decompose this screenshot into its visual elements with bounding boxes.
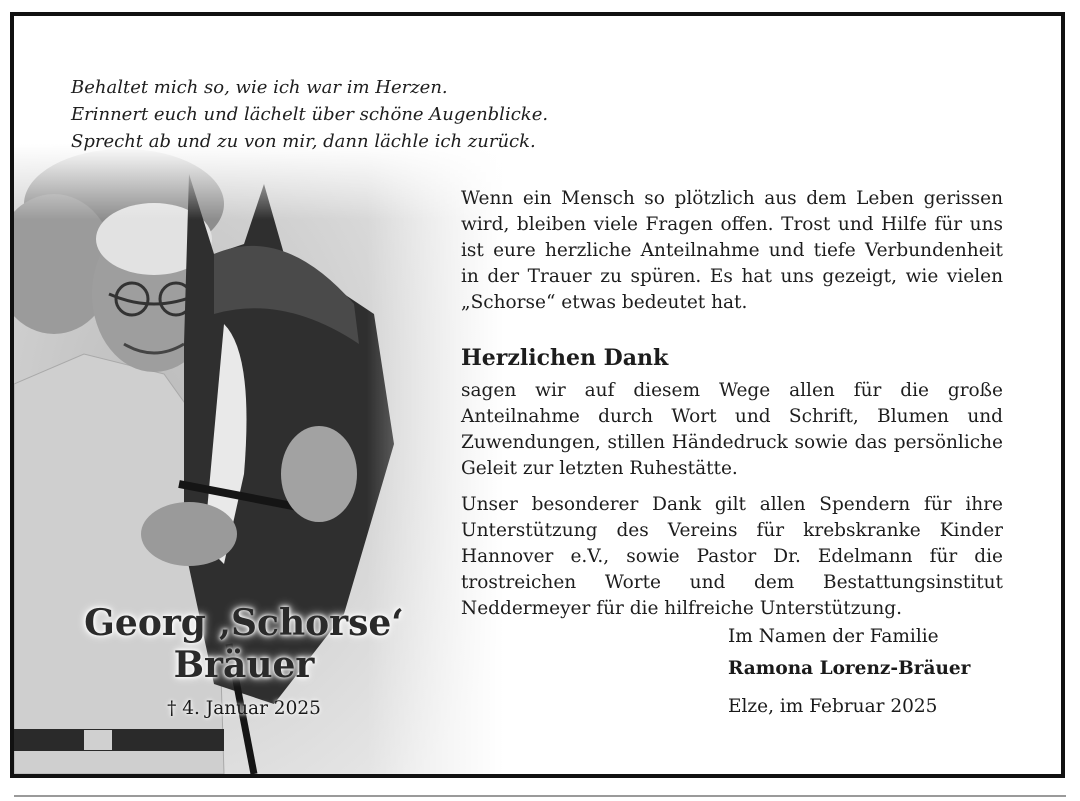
obituary-frame: [10, 12, 1065, 778]
on-behalf-text: Im Namen der Familie: [728, 626, 939, 647]
deceased-name-line2: Bräuer: [173, 644, 315, 686]
memorial-poem: [71, 74, 548, 155]
bottom-divider: [14, 795, 1066, 797]
intro-paragraph: Wenn ein Mensch so plötzlich aus dem Leben gerissen wird, bleiben viele Fragen offen. Trost und Hilfe für uns ist eure herzliche Anteilnahme und tiefe Verbundenheit in der Trauer zu spüren. Es hat uns gezeigt, wie vielen „Schorse“ etwas bedeutet hat.: [461, 188, 1003, 313]
poem-line: Erinnert euch und lächelt über schöne Augenblicke.: [71, 104, 549, 125]
thanks-paragraph: sagen wir auf diesem Wege allen für die große Anteilnahme durch Wort und Schrift, Blumen und Zuwendungen, stillen Händedruck sowie das persönliche Geleit zur letzten Ruhestätte.: [461, 380, 1003, 479]
death-date: † 4. Januar 2025: [167, 698, 321, 719]
family-name: Ramona Lorenz-Bräuer: [728, 658, 971, 679]
special-thanks-paragraph: Unser besonderer Dank gilt allen Spendern für ihre Unterstützung des Vereins für krebskranke Kinder Hannover e.V., sowie Pastor Dr. Edelmann für die trostreichen Worte und dem Bestattungsinstitut Neddermeyer für die hilfreiche Unterstützung.: [461, 494, 1003, 619]
deceased-name-block: [64, 602, 424, 719]
signature-block: [728, 624, 970, 720]
poem-line: Behaltet mich so, wie ich war im Herzen.: [71, 77, 448, 98]
thanks-heading: Herzlichen Dank: [461, 345, 669, 371]
thank-you-text: [461, 186, 1003, 622]
poem-line: Sprecht ab und zu von mir, dann lächle ich zurück.: [71, 131, 536, 152]
deceased-name-line1: Georg ‚Schorse‘: [84, 602, 404, 644]
place-date: Elze, im Februar 2025: [728, 696, 938, 717]
